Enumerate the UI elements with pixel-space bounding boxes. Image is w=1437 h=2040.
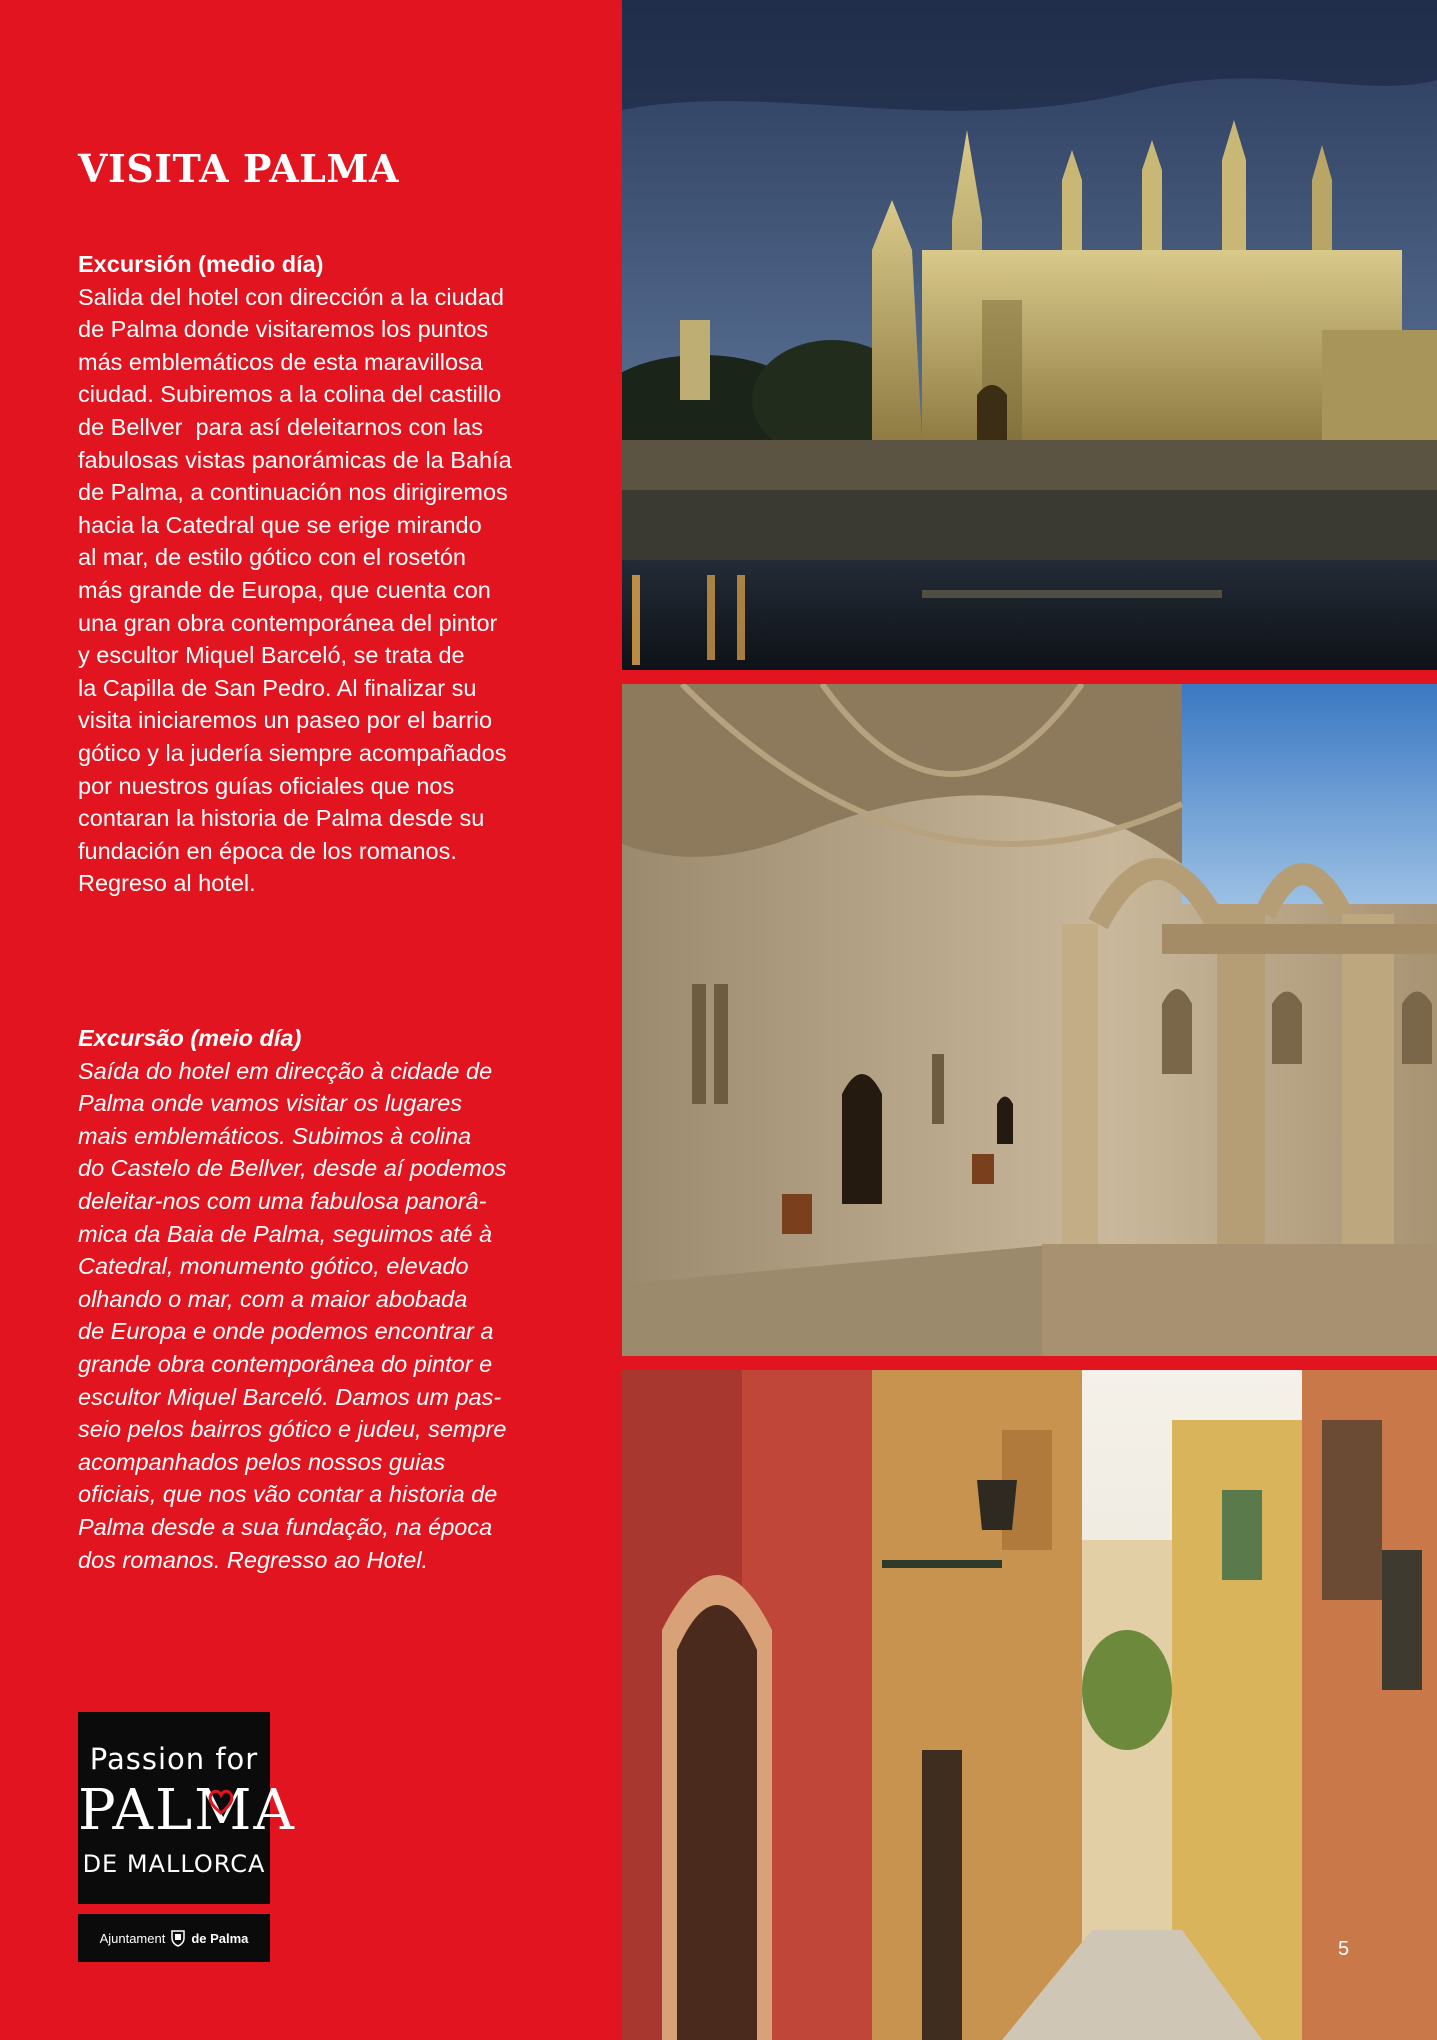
spanish-line: hacia la Catedral que se erige mirando <box>78 511 482 538</box>
portuguese-line: escultor Miquel Barceló. Damos um pas- <box>78 1383 502 1410</box>
spanish-line: una gran obra contemporánea del pintor <box>78 609 498 636</box>
portuguese-line: Palma onde vamos visitar os lugares <box>78 1090 463 1117</box>
spanish-line: por nuestros guías oficiales que nos <box>78 772 455 799</box>
portuguese-line: olhando o mar, com a maior abobada <box>78 1285 468 1312</box>
spanish-line: Salida del hotel con dirección a la ciudad <box>78 283 504 310</box>
spanish-line: más grande de Europa, que cuenta con <box>78 576 491 603</box>
spanish-line: al mar, de estilo gótico con el rosetón <box>78 544 466 571</box>
cathedral-photo <box>622 0 1437 670</box>
portuguese-line: grande obra contemporânea do pintor e <box>78 1350 493 1377</box>
spanish-line: y escultor Miquel Barceló, se trata de <box>78 642 465 669</box>
portuguese-line: de Europa e onde podemos encontrar a <box>78 1318 494 1345</box>
castle-cloister-illustration <box>622 684 1437 1356</box>
portuguese-line: seio pelos bairros gótico e judeu, sempre <box>78 1416 507 1443</box>
bellver-castle-photo <box>622 684 1437 1356</box>
portuguese-heading: Excursão (meio día) <box>78 1025 302 1051</box>
logo-line-3: DE MALLORCA <box>82 1850 266 1878</box>
spanish-line: fundación en época de los romanos. <box>78 837 457 864</box>
portuguese-line: do Castelo de Bellver, desde aí podemos <box>78 1155 507 1182</box>
passion-for-palma-logo <box>78 1712 296 1904</box>
portuguese-line: oficiais, que nos vão contar a historia de <box>78 1481 498 1508</box>
spanish-line: la Capilla de San Pedro. Al finalizar su <box>78 674 477 701</box>
street-illustration <box>622 1370 1437 2040</box>
spanish-line: de Palma, a continuación nos dirigiremos <box>78 479 508 506</box>
ajuntament-de-palma-logo <box>78 1914 270 1962</box>
old-town-street-photo <box>622 1370 1437 2040</box>
portuguese-body <box>78 1055 578 1577</box>
text-column <box>0 0 620 2040</box>
portuguese-line: acompanhados pelos nossos guias <box>78 1448 446 1475</box>
ajuntament-prefix: Ajuntament <box>99 1930 166 1946</box>
portuguese-line: Catedral, monumento gótico, elevado <box>78 1253 469 1280</box>
portuguese-line: mais emblemáticos. Subimos à colina <box>78 1122 472 1149</box>
spanish-line: contaran la historia de Palma desde su <box>78 805 485 832</box>
portuguese-section <box>78 1022 578 1576</box>
portuguese-line: Saída do hotel em direcção à cidade de <box>78 1057 493 1084</box>
spanish-line: de Palma donde visitaremos los puntos <box>78 316 489 343</box>
spanish-heading: Excursión (medio día) <box>78 251 324 277</box>
spanish-line: gótico y la judería siempre acompañados <box>78 739 507 766</box>
logo-line-1: Passion for <box>89 1742 259 1776</box>
portuguese-line: dos romanos. Regresso ao Hotel. <box>78 1546 429 1573</box>
spanish-line: ciudad. Subiremos a la colina del castillo <box>78 381 502 408</box>
heart-icon <box>206 1786 236 1816</box>
ajuntament-suffix: de Palma <box>191 1930 249 1946</box>
spanish-section <box>78 248 578 900</box>
portuguese-line: deleitar-nos com uma fabulosa panorâ- <box>78 1187 487 1214</box>
coat-of-arms-icon <box>170 1929 186 1947</box>
spanish-line: fabulosas vistas panorámicas de la Bahía <box>78 446 512 473</box>
spanish-body <box>78 281 578 900</box>
portuguese-line: Palma desde a sua fundação, na época <box>78 1513 493 1540</box>
page-title: VISITA PALMA <box>78 146 399 191</box>
page-number: 5 <box>1338 1938 1350 1960</box>
logo-line-2: PALMA <box>78 1778 296 1843</box>
cathedral-illustration <box>622 0 1437 670</box>
spanish-line: Regreso al hotel. <box>78 870 256 897</box>
spanish-line: más emblemáticos de esta maravillosa <box>78 348 483 375</box>
spanish-line: de Bellver para así deleitarnos con las <box>78 413 483 440</box>
portuguese-line: mica da Baia de Palma, seguimos até à <box>78 1220 493 1247</box>
spanish-line: visita iniciaremos un paseo por el barrio <box>78 707 493 734</box>
